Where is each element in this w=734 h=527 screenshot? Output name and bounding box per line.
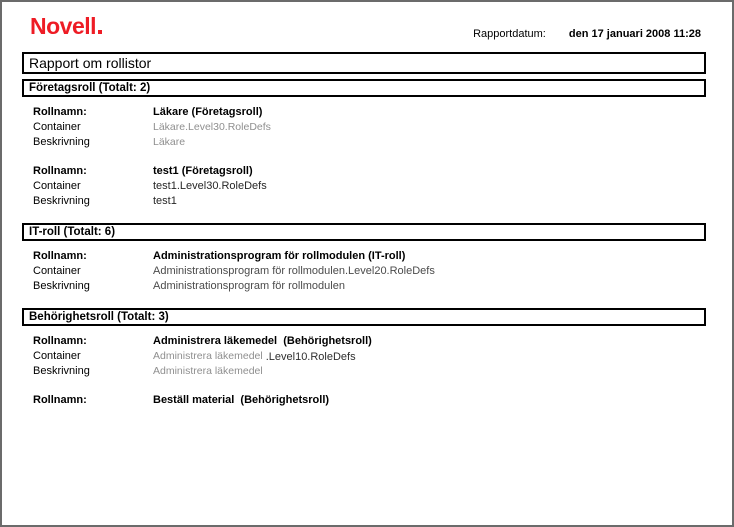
section-header-bar (22, 308, 706, 326)
description-value: Administrera läkemedel (153, 365, 263, 377)
role-entry (22, 105, 706, 150)
role-name-row (33, 164, 706, 179)
section-header-text: IT-roll (Totalt: 6) (29, 226, 116, 238)
role-name-value: Beställ material (Behörighetsroll) (153, 394, 330, 406)
container-row (33, 349, 706, 364)
role-entry (22, 164, 706, 209)
description-row (33, 194, 706, 209)
field-label-container: Container (33, 180, 81, 192)
report-date-value: den 17 januari 2008 11:28 (568, 28, 701, 40)
container-row (33, 264, 706, 279)
field-label-rollnamn: Rollnamn: (33, 165, 87, 177)
role-name-value: test1 (Företagsroll) (153, 165, 253, 177)
description-row (33, 364, 706, 379)
field-label-beskrivning: Beskrivning (33, 136, 90, 148)
container-row (33, 179, 706, 194)
field-label-beskrivning: Beskrivning (33, 365, 90, 377)
description-row (33, 279, 706, 294)
section-it-roll (22, 223, 706, 294)
description-row (33, 135, 706, 150)
section-header-bar (22, 79, 706, 97)
container-value: test1.Level30.RoleDefs (153, 180, 267, 192)
section-foretagsroll (22, 79, 706, 209)
field-label-rollnamn: Rollnamn: (33, 250, 87, 262)
container-value: Administrationsprogram för rollmodulen.Level20.RoleDefs (153, 265, 435, 277)
role-name-row (33, 334, 706, 349)
section-header-text: Behörighetsroll (Totalt: 3) (29, 311, 169, 323)
section-header-bar (22, 223, 706, 241)
field-label-container: Container (33, 350, 81, 362)
field-label-beskrivning: Beskrivning (33, 280, 90, 292)
novell-logo-text: Novell (30, 13, 97, 39)
report-header (22, 2, 706, 52)
field-label-beskrivning: Beskrivning (33, 195, 90, 207)
container-value (153, 349, 706, 364)
container-value-suffix: .Level10.RoleDefs (265, 351, 356, 363)
role-entry (22, 249, 706, 294)
description-value: Läkare (153, 136, 186, 148)
section-behorighetsroll (22, 308, 706, 408)
role-name-value: Administrationsprogram för rollmodulen (IT-roll) (153, 250, 406, 262)
field-label-rollnamn: Rollnamn: (33, 106, 87, 118)
report-date-label: Rapportdatum: (473, 28, 546, 40)
report-title-bar (22, 52, 706, 74)
novell-logo-dot-icon (98, 30, 102, 34)
role-name-row (33, 393, 706, 408)
section-header-text: Företagsroll (Totalt: 2) (29, 82, 151, 94)
novell-logo (30, 13, 102, 40)
report-date (473, 28, 701, 40)
role-name-value: Läkare (Företagsroll) (153, 106, 263, 118)
role-name-row (33, 249, 706, 264)
description-value: test1 (153, 195, 177, 207)
role-name-value: Administrera läkemedel (Behörighetsroll) (153, 335, 372, 347)
field-label-rollnamn: Rollnamn: (33, 394, 87, 406)
field-label-container: Container (33, 265, 81, 277)
report-page (2, 2, 732, 408)
container-value: Läkare.Level30.RoleDefs (153, 121, 271, 133)
container-value-name: Administrera läkemedel (153, 350, 263, 362)
container-row (33, 120, 706, 135)
field-label-container: Container (33, 121, 81, 133)
report-title: Rapport om rollistor (29, 55, 152, 71)
field-label-rollnamn: Rollnamn: (33, 335, 87, 347)
description-value: Administrationsprogram för rollmodulen (153, 280, 345, 292)
role-entry (22, 334, 706, 379)
role-name-row (33, 105, 706, 120)
role-entry (22, 393, 706, 408)
